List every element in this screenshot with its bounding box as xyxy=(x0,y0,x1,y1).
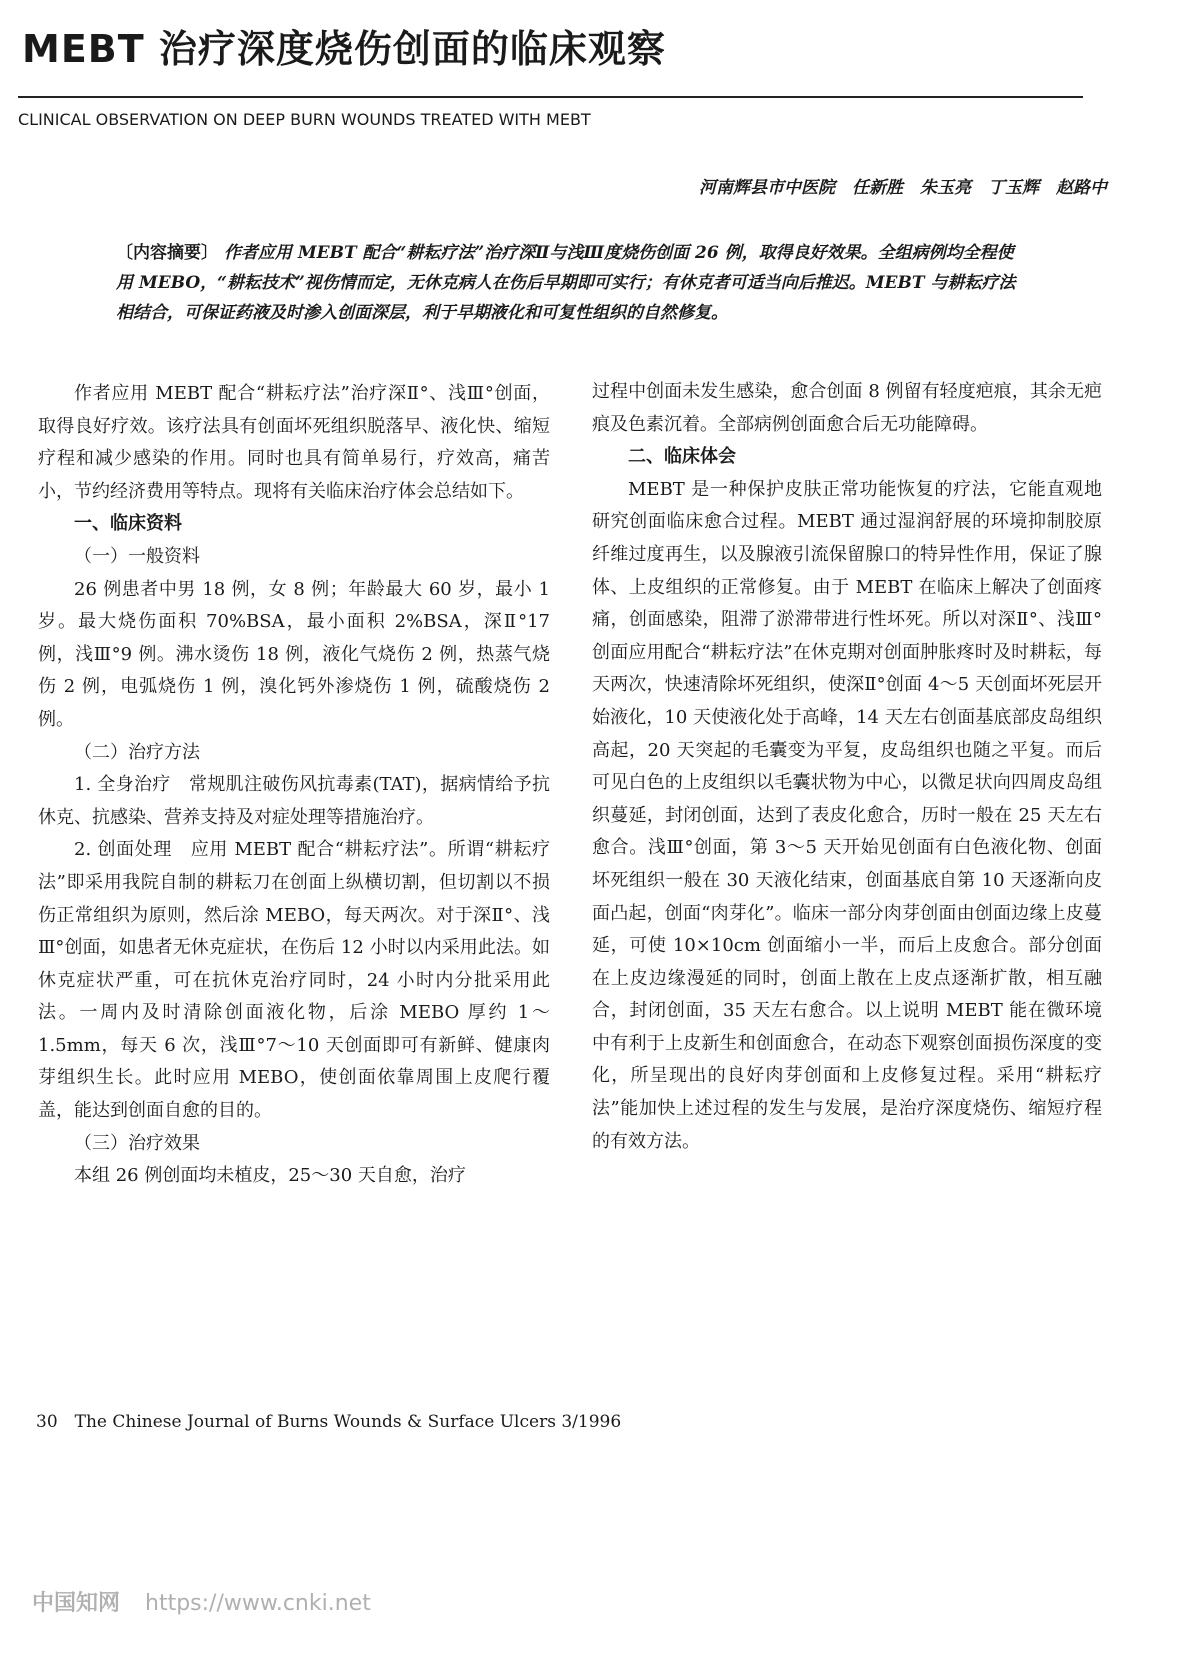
article-title: MEBT 治疗深度烧伤创面的临床观察 xyxy=(22,27,666,71)
english-title: CLINICAL OBSERVATION ON DEEP BURN WOUNDS TREATED WITH MEBT xyxy=(18,110,591,129)
discussion-paragraph: MEBT 是一种保护皮肤正常功能恢复的疗法，它能直观地研究创面临床愈合过程。MEBT 通过湿润舒展的环境抑制胶原纤维过度再生，以及腺液引流保留腺口的特异性作用，保证了腺体、上皮组织的正常修复。由于 MEBT 在临床上解决了创面疼痛，创面感染，阻滞了淤滞带进行性坏死。所以对深Ⅱ°、浅Ⅲ°创面应用配合“耕耘疗法”在休克期对创面肿胀疼时及时耕耘，每天两次，快速清除坏死组织，使深Ⅱ°创面 4～5 天创面坏死层开始液化，10 天使液化处于高峰，14 天左右创面基底部皮岛组织高起，20 天突起的毛囊变为平复，皮岛组织也随之平复。而后可见白色的上皮组织以毛囊状物为中心，以微足状向四周皮岛组织蔓延，封闭创面，达到了表皮化愈合，历时一般在 25 天左右愈合。浅Ⅲ°创面，第 3～5 天开始见创面有白色液化物、创面坏死组织一般在 30 天液化结束，创面基底自第 10 天逐渐向皮面凸起，创面“肉芽化”。临床一部分肉芽创面由创面边缘上皮蔓延，可使 10×10cm 创面缩小一半，而后上皮愈合。部分创面在上皮边缘漫延的同时，创面上散在上皮点逐渐扩散，相互融合，封闭创面，35 天左右愈合。以上说明 MEBT 能在微环境中有利于上皮新生和创面愈合，在动态下观察创面损伤深度的变化，所呈现出的良好肉芽创面和上皮修复过程。采用“耕耘疗法”能加快上述过程的发生与发展，是治疗深度烧伤、缩短疗程的有效方法。 xyxy=(592,478,1102,1152)
subheading-treatment-methods: （二）治疗方法 xyxy=(74,741,200,763)
section-heading-clinical-data: 一、临床资料 xyxy=(74,513,182,535)
author-affiliation: 河南辉县市中医院 任新胜 朱玉亮 丁玉辉 赵路中 xyxy=(699,178,1107,198)
abstract-text: 作者应用 MEBT 配合“耕耘疗法”治疗深Ⅱ与浅Ⅲ度烧伤创面 26 例，取得良好效果。全组病例均全程使用 MEBO，“耕耘技术”视伤情而定，无休克病人在伤后早期即可实行；有休克者可适当向后推迟。MEBT 与耕耘疗法相结合，可保证药液及时渗入创面深层，利于早期液化和可复性组织的自然修复。 xyxy=(116,243,1016,323)
cnki-watermark xyxy=(32,1586,371,1617)
wound-treatment-paragraph: 2. 创面处理 应用 MEBT 配合“耕耘疗法”。所谓“耕耘疗法”即采用我院自制的耕耘刀在创面上纵横切割，但切割以不损伤正常组织为原则，然后涂 MEBO，每天两次。对于深Ⅱ°、浅Ⅲ°创面，如患者无休克症状，在伤后 12 小时以内采用此法。如休克症状严重，可在抗休克治疗同时，24 小时内分批采用此法。一周内及时清除创面液化物，后涂 MEBO 厚约 1～1.5mm，每天 6 次，浅Ⅲ°7～10 天创面即可有新鲜、健康肉芽组织生长。此时应用 MEBO，使创面依靠周围上皮爬行覆盖，能达到创面自愈的目的。 xyxy=(38,839,550,1122)
intro-paragraph: 作者应用 MEBT 配合“耕耘疗法”治疗深Ⅱ°、浅Ⅲ°创面，取得良好疗效。该疗法具有创面坏死组织脱落早、液化快、缩短疗程和减少感染的作用。同时也具有简单易行，疗效高，痛苦小，节约经济费用等特点。现将有关临床治疗体会总结如下。 xyxy=(38,383,550,502)
cnki-logo: 中国知网 xyxy=(32,1591,121,1616)
journal-footer: 30 The Chinese Journal of Burns Wounds & Surface Ulcers 3/1996 xyxy=(36,1412,622,1432)
left-column xyxy=(38,378,550,1193)
right-column xyxy=(592,376,1102,1158)
subheading-treatment-results: （三）治疗效果 xyxy=(74,1132,200,1154)
abstract xyxy=(116,238,1026,328)
section-heading-clinical-experience: 二、临床体会 xyxy=(628,446,736,468)
results-continued-paragraph: 过程中创面未发生感染，愈合创面 8 例留有轻度疤痕，其余无疤痕及色素沉着。全部病例创面愈合后无功能障碍。 xyxy=(592,381,1102,435)
general-data-paragraph: 26 例患者中男 18 例，女 8 例；年龄最大 60 岁，最小 1 岁。最大烧伤面积 70%BSA，最小面积 2%BSA，深Ⅱ°17 例，浅Ⅲ°9 例。沸水烫伤 18 例，液化气烧伤 2 例，热蒸气烧伤 2 例，电弧烧伤 1 例，溴化钙外渗烧伤 1 例，硫酸烧伤 2 例。 xyxy=(38,578,550,730)
abstract-label: 〔内容摘要〕 xyxy=(116,243,218,263)
results-paragraph: 本组 26 例创面均未植皮，25～30 天自愈，治疗 xyxy=(74,1165,466,1187)
title-rule xyxy=(18,96,1083,98)
cnki-url: https://www.cnki.net xyxy=(145,1591,371,1616)
subheading-general-data: （一）一般资料 xyxy=(74,545,200,567)
systemic-treatment-paragraph: 1. 全身治疗 常规肌注破伤风抗毒素(TAT)，据病情给予抗休克、抗感染、营养支持及对症处理等措施治疗。 xyxy=(38,774,550,828)
